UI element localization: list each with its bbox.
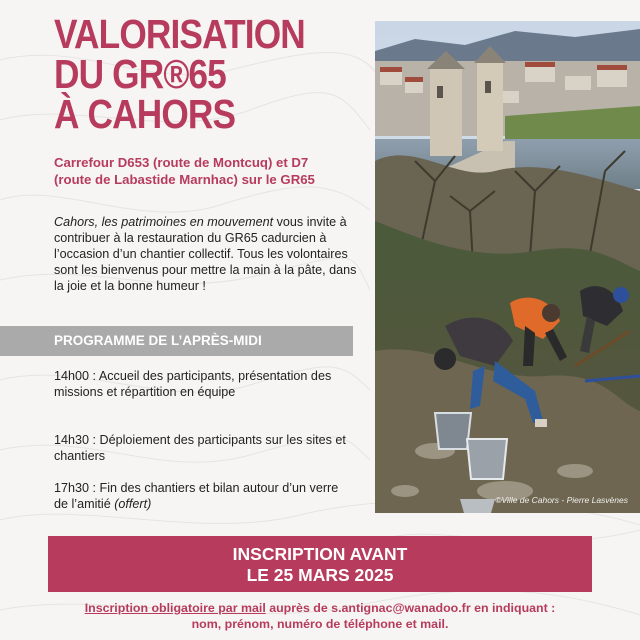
intro-italic: Cahors, les patrimoines en mouvement xyxy=(54,215,274,229)
registration-banner xyxy=(48,536,592,592)
title-line-3: À CAHORS xyxy=(54,91,236,137)
intro-paragraph xyxy=(54,214,359,294)
registration-line-1: INSCRIPTION AVANT xyxy=(232,544,408,564)
program-item-text: 14h30 : Déploiement des participants sur les sites et chantiers xyxy=(54,433,346,463)
intro-text: vous invite à contribuer à la restauration du GR65 cadurcien à l’occasion d’un chantier collectif. Tous les volontaires sont les bienvenus pour mettre la main à la pâte, dans la joie et la bonne humeur ! xyxy=(54,215,357,293)
footer-note xyxy=(40,600,600,632)
page-title xyxy=(54,11,305,137)
photo-illustration xyxy=(375,21,640,513)
program-heading-bar xyxy=(0,326,353,356)
title-line-2: DU GR®65 xyxy=(54,51,226,97)
location-subtitle xyxy=(54,154,364,188)
program-item-text: 17h30 : Fin des chantiers et bilan autour d’un verre de l’amitié xyxy=(54,481,339,511)
registration-line-2: LE 25 MARS 2025 xyxy=(246,565,394,585)
program-heading: PROGRAMME DE L’APRÈS-MIDI xyxy=(54,333,262,348)
mail-link[interactable]: Inscription obligatoire par mail xyxy=(84,601,266,615)
location-line-1: Carrefour D653 (route de Montcuq) et D7 xyxy=(54,155,309,170)
photo-credit: ©Ville de Cahors - Pierre Lasvènes xyxy=(495,495,628,505)
program-item xyxy=(54,368,354,400)
footer-line-2: nom, prénom, numéro de téléphone et mail. xyxy=(191,617,449,631)
event-photo xyxy=(375,21,640,513)
program-item-text: 14h00 : Accueil des participants, présentation des missions et répartition en équipe xyxy=(54,369,332,399)
program-item xyxy=(54,480,354,512)
program-item-note: (offert) xyxy=(114,497,152,511)
footer-line-1 xyxy=(40,600,600,616)
title-line-1: VALORISATION xyxy=(54,11,305,57)
program-item xyxy=(54,432,354,464)
location-line-2: (route de Labastide Marnhac) sur le GR65 xyxy=(54,172,315,187)
footer-text-1: auprès de s.antignac@wanadoo.fr en indiquant : xyxy=(265,601,556,615)
